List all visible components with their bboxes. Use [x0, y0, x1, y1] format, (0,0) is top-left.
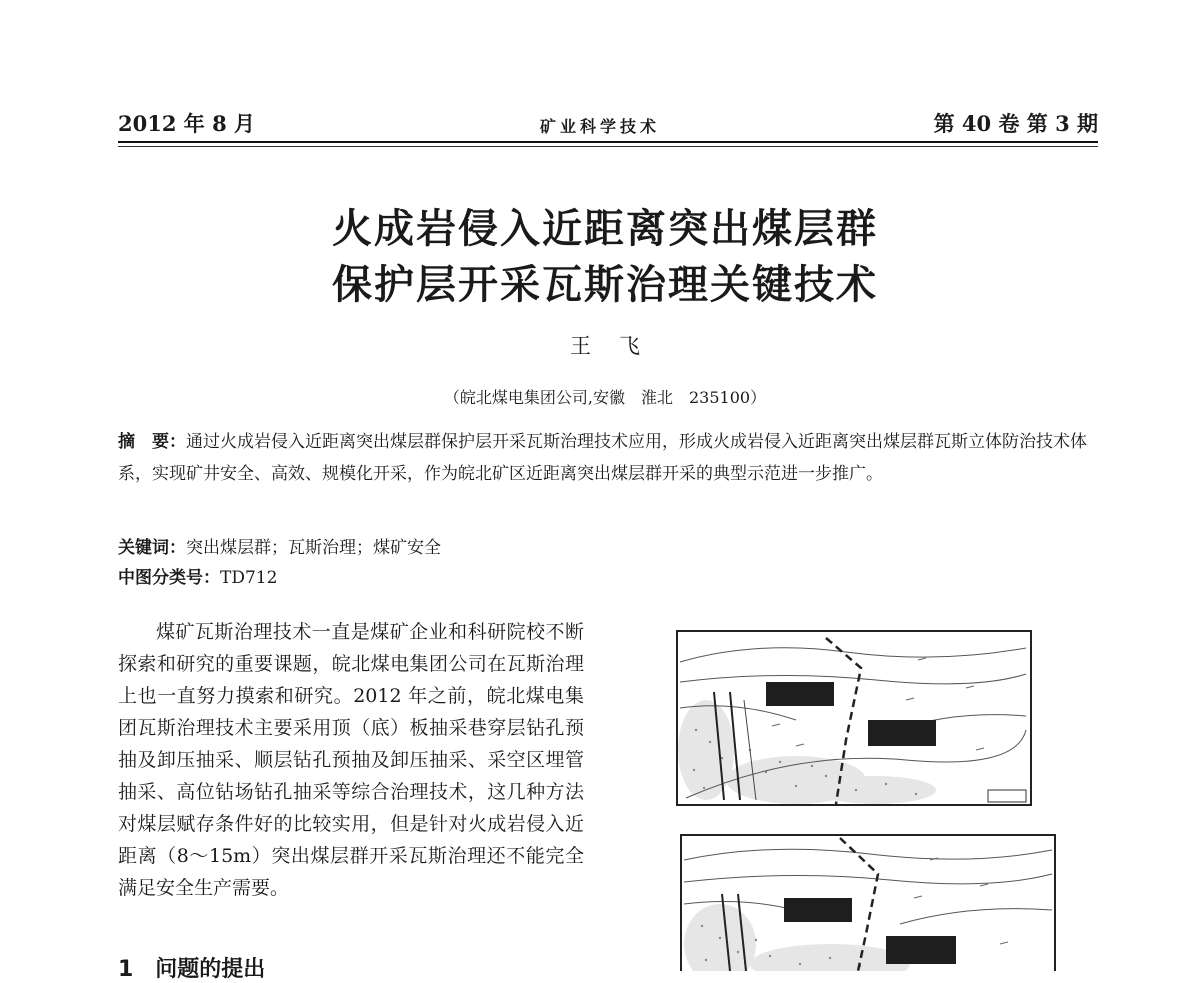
keywords — [118, 533, 441, 558]
paper-title-line2: 保护层开采瓦斯治理关键技术 — [332, 262, 878, 308]
abstract-label: 摘 要： — [118, 432, 186, 452]
abstract-text: 通过火成岩侵入近距离突出煤层群保护层开采瓦斯治理技术应用，形成火成岩侵入近距离突出煤层群瓦斯立体防治技术体系，实现矿井安全、高效、规模化开采，作为皖北矿区近距离突出煤层群开采的典型示范进一步推广。 — [118, 432, 1087, 484]
classification-label: 中图分类号： — [118, 568, 220, 588]
map-2-drawing — [680, 834, 1056, 971]
figure-map-1 — [676, 630, 1032, 806]
header-date: 2012 年 8 月 — [118, 111, 255, 136]
keywords-label: 关键词： — [118, 538, 186, 558]
paper-title-line1: 火成岩侵入近距离突出煤层群 — [332, 206, 878, 252]
header-rule-thin — [118, 146, 1098, 147]
section-heading: 1 问题的提出 — [118, 957, 266, 982]
keywords-text: 突出煤层群；瓦斯治理；煤矿安全 — [186, 538, 441, 558]
abstract — [118, 426, 1098, 490]
journal-name: 矿业科学技术 — [540, 117, 661, 136]
header-rule — [118, 141, 1098, 143]
classification — [118, 563, 277, 588]
author-affiliation: （皖北煤电集团公司,安徽 淮北 235100） — [443, 388, 767, 407]
volume-issue: 第 40 卷 第 3 期 — [933, 111, 1098, 136]
classification-code: TD712 — [220, 568, 278, 588]
figure-map-2 — [680, 834, 1056, 971]
body-paragraph: 煤矿瓦斯治理技术一直是煤矿企业和科研院校不断探索和研究的重要课题，皖北煤电集团公司在瓦斯治理上也一直努力摸索和研究。2012 年之前，皖北煤电集团瓦斯治理技术主要采用顶（底）板抽采巷穿层钻孔预抽及卸压抽采、顺层钻孔预抽及卸压抽采、采空区埋管抽采、高位钻场钻孔抽采等综合治理技术，这几种方法对煤层赋存条件好的比较实用，但是针对火成岩侵入近距离（8～15m）突出煤层群开采瓦斯治理还不能完全满足安全生产需要。 — [118, 621, 584, 899]
figure-1-caption — [676, 812, 1032, 822]
author-name: 王飞 — [570, 334, 668, 358]
map-1-drawing — [676, 630, 1032, 806]
